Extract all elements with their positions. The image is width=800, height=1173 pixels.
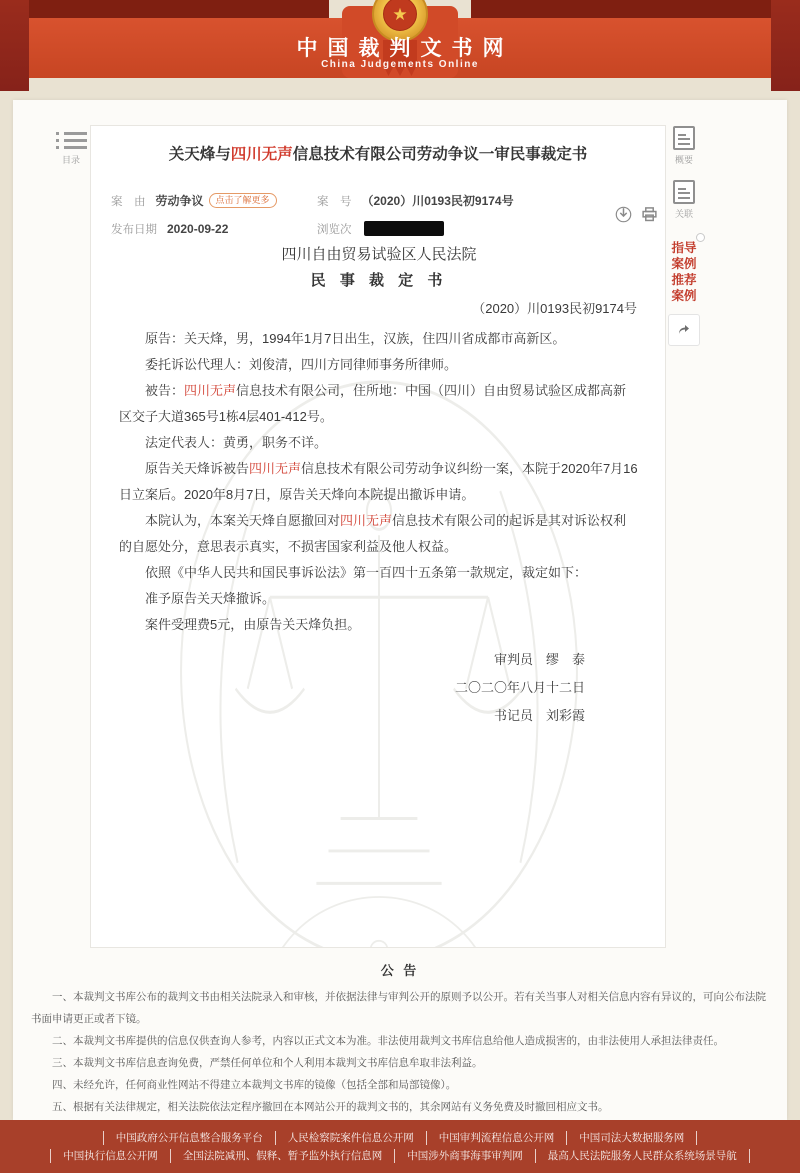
related-button[interactable] [661, 180, 707, 220]
related-label: 关联 [674, 209, 693, 219]
court-emblem-watermark-partial [259, 894, 499, 948]
paragraph-court-opinion: 本院认为，本案关天烽自愿撤回对四川无声信息技术有限公司的起诉是其对诉讼权利的自愿处分，意思表示真实，不损害国家利益及他人权益。 [119, 513, 627, 554]
content-panel [13, 100, 787, 1120]
footer-links-row-2 [50, 1149, 750, 1163]
footer-link[interactable]: 中国政府公开信息整合服务平台 [103, 1131, 275, 1145]
info-badge-icon [696, 233, 705, 242]
case-number-field [317, 192, 514, 209]
judge-name: 审判员 缪 泰 [493, 652, 585, 667]
signature-block [119, 646, 639, 730]
footer-links-row-1 [103, 1131, 698, 1145]
notice-item: 三、本裁判文书库信息查询免费，严禁任何单位和个人利用本裁判文书库信息牟取非法利益。 [52, 1057, 483, 1070]
footer-link[interactable]: 中国审判流程信息公开网 [426, 1131, 567, 1145]
paragraph-legal-basis: 依照《中华人民共和国民事诉讼法》第一百四十五条第一款规定，裁定如下： [145, 565, 588, 580]
footer-link[interactable]: 人民检察院案件信息公开网 [275, 1131, 426, 1145]
case-number-label: 案 号 [317, 196, 352, 208]
guiding-cases-link[interactable]: 指导 案例 [671, 241, 697, 271]
clerk-name: 书记员 刘彩霞 [493, 708, 585, 723]
paragraph-plaintiff: 原告：关天烽，男，1994年1月7日出生，汉族，住四川省成都市高新区。 [145, 331, 566, 346]
toc-label: 目录 [61, 155, 80, 165]
footer-link[interactable]: 中国司法大数据服务网 [566, 1131, 697, 1145]
party-highlight: 四川无声 [184, 383, 237, 398]
overview-button[interactable] [661, 126, 707, 166]
court-name: 四川自由贸易试验区人民法院 [281, 246, 477, 263]
judgement-document [90, 125, 666, 948]
site-footer [0, 1120, 800, 1173]
footer-link[interactable]: 中国执行信息公开网 [50, 1149, 170, 1163]
document-title: 关天烽与四川无声信息技术有限公司劳动争议一审民事裁定书 [168, 146, 588, 163]
guide-recommend-links [661, 240, 707, 304]
case-number-line: （2020）川0193民初9174号 [472, 301, 637, 316]
paragraph-ruling: 准予原告关天烽撤诉。 [145, 591, 276, 606]
view-count-field [317, 221, 444, 237]
learn-more-badge[interactable]: 点击了解更多 [209, 193, 277, 208]
overview-label: 概要 [674, 155, 693, 165]
paragraph-legal-rep: 法定代表人：黄勇，职务不详。 [145, 435, 328, 450]
related-doc-icon [673, 180, 695, 204]
notice-item: 五、根据有关法律规定，相关法院依法定程序撤回在本网站公开的裁判文书的，其余网站有义务免费及时撤回相应文书。 [52, 1101, 609, 1114]
party-highlight: 四川无声 [249, 461, 302, 476]
view-count-label: 浏览次 [317, 224, 352, 236]
site-title: 中国裁判文书网 [296, 37, 514, 60]
party-highlight: 四川无声 [340, 513, 393, 528]
publish-date-field [111, 221, 228, 237]
emblem-star-icon: ★ [383, 0, 417, 31]
overview-doc-icon [673, 126, 695, 150]
footer-link[interactable]: 全国法院减刑、假释、暂予监外执行信息网 [170, 1149, 395, 1163]
paragraph-case-history: 原告关天烽诉被告四川无声信息技术有限公司劳动争议纠纷一案，本院于2020年7月16日立案后。2020年8月7日，原告关天烽向本院提出撤诉申请。 [119, 461, 638, 502]
notice-item: 二、本裁判文书库提供的信息仅供查询人参考，内容以正式文本为准。非法使用裁判文书库信息给他人造成损害的，由非法使用人承担法律责任。 [52, 1035, 724, 1048]
party-highlight: 四川无声 [230, 146, 293, 163]
judgement-date: 二〇二〇年八月十二日 [454, 680, 585, 695]
document-body [119, 242, 639, 730]
publish-date-value: 2020-09-22 [167, 222, 229, 236]
download-icon[interactable] [615, 206, 632, 223]
notice-title: 公 告 [380, 963, 420, 978]
view-count-redaction [364, 221, 444, 236]
footer-link[interactable]: 最高人民法院服务人民群众系统场景导航 [535, 1149, 750, 1163]
paragraph-fees: 案件受理费5元，由原告关天烽负担。 [145, 617, 361, 632]
footer-link[interactable]: 中国涉外商事海事审判网 [394, 1149, 535, 1163]
case-cause-label: 案 由 [111, 196, 146, 208]
toc-button[interactable] [55, 128, 87, 166]
recommended-cases-link[interactable]: 推荐 案例 [671, 273, 697, 303]
share-arrow-icon [676, 322, 692, 338]
paragraph-agent: 委托诉讼代理人：刘俊清，四川方同律师事务所律师。 [145, 357, 458, 372]
toc-list-icon [55, 132, 87, 149]
notice-item: 四、未经允许，任何商业性网站不得建立本裁判文书库的镜像（包括全部和局部镜像）。 [52, 1079, 457, 1092]
notice-section [31, 986, 771, 1118]
case-cause-field [111, 192, 277, 209]
document-actions [615, 206, 658, 223]
site-subtitle: China Judgements Online [321, 59, 479, 70]
case-number-value: （2020）川0193民初9174号 [361, 194, 514, 208]
right-rail [661, 126, 707, 346]
document-type: 民 事 裁 定 书 [310, 272, 448, 289]
case-cause-value: 劳动争议 [155, 194, 204, 208]
publish-date-label: 发布日期 [111, 224, 157, 236]
share-button[interactable] [668, 314, 700, 346]
paragraph-defendant: 被告：四川无声信息技术有限公司，住所地：中国（四川）自由贸易试验区成都高新区交子大道365号1栋4层401-412号。 [119, 383, 627, 424]
notice-item: 一、本裁判文书库公布的裁判文书由相关法院录入和审核，并依据法律与审判公开的原则予以公开。若有关当事人对相关信息内容有异议的，可向公布法院书面申请更正或者下镜。 [31, 991, 766, 1026]
print-icon[interactable] [641, 206, 658, 223]
